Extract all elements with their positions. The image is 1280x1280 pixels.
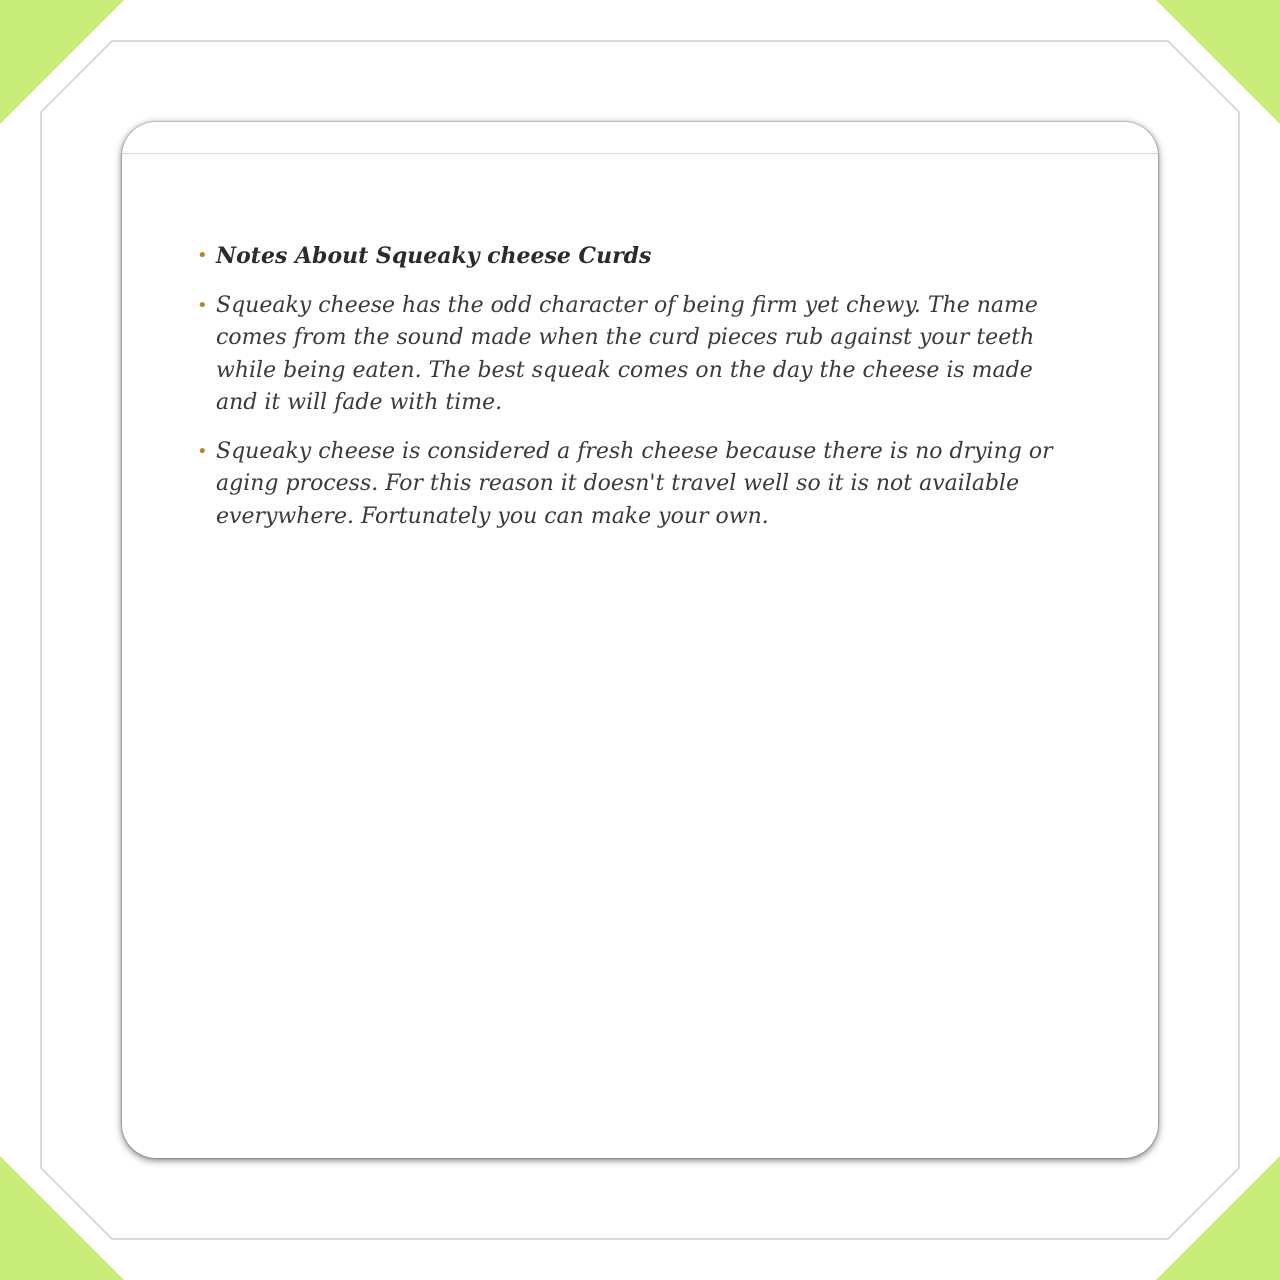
note-text: Squeaky cheese is considered a fresh cheese because there is no drying or aging process. For this reason it doesn't travel well so it is not available everywhere. Fortunately you can make your own.	[216, 438, 1053, 529]
note-text: Squeaky cheese has the odd character of being firm yet chewy. The name comes from the sound made when the curd pieces rub against your teeth while being eaten. The best squeak comes on the day the cheese is made and it will fade with time.	[216, 292, 1038, 415]
corner-decoration-top-right	[1156, 0, 1280, 124]
bullet-icon: •	[197, 440, 208, 462]
list-item	[197, 436, 1077, 534]
list-item	[197, 290, 1077, 420]
content-card	[122, 122, 1158, 1158]
list-item	[197, 240, 1077, 274]
notes-list	[197, 240, 1077, 549]
corner-decoration-bottom-left	[0, 1156, 124, 1280]
bullet-icon: •	[197, 294, 208, 316]
card-header-divider	[122, 153, 1158, 154]
bullet-icon: •	[197, 245, 208, 266]
corner-decoration-bottom-right	[1156, 1156, 1280, 1280]
notes-heading: Notes About Squeaky cheese Curds	[216, 243, 652, 269]
corner-decoration-top-left	[0, 0, 124, 124]
